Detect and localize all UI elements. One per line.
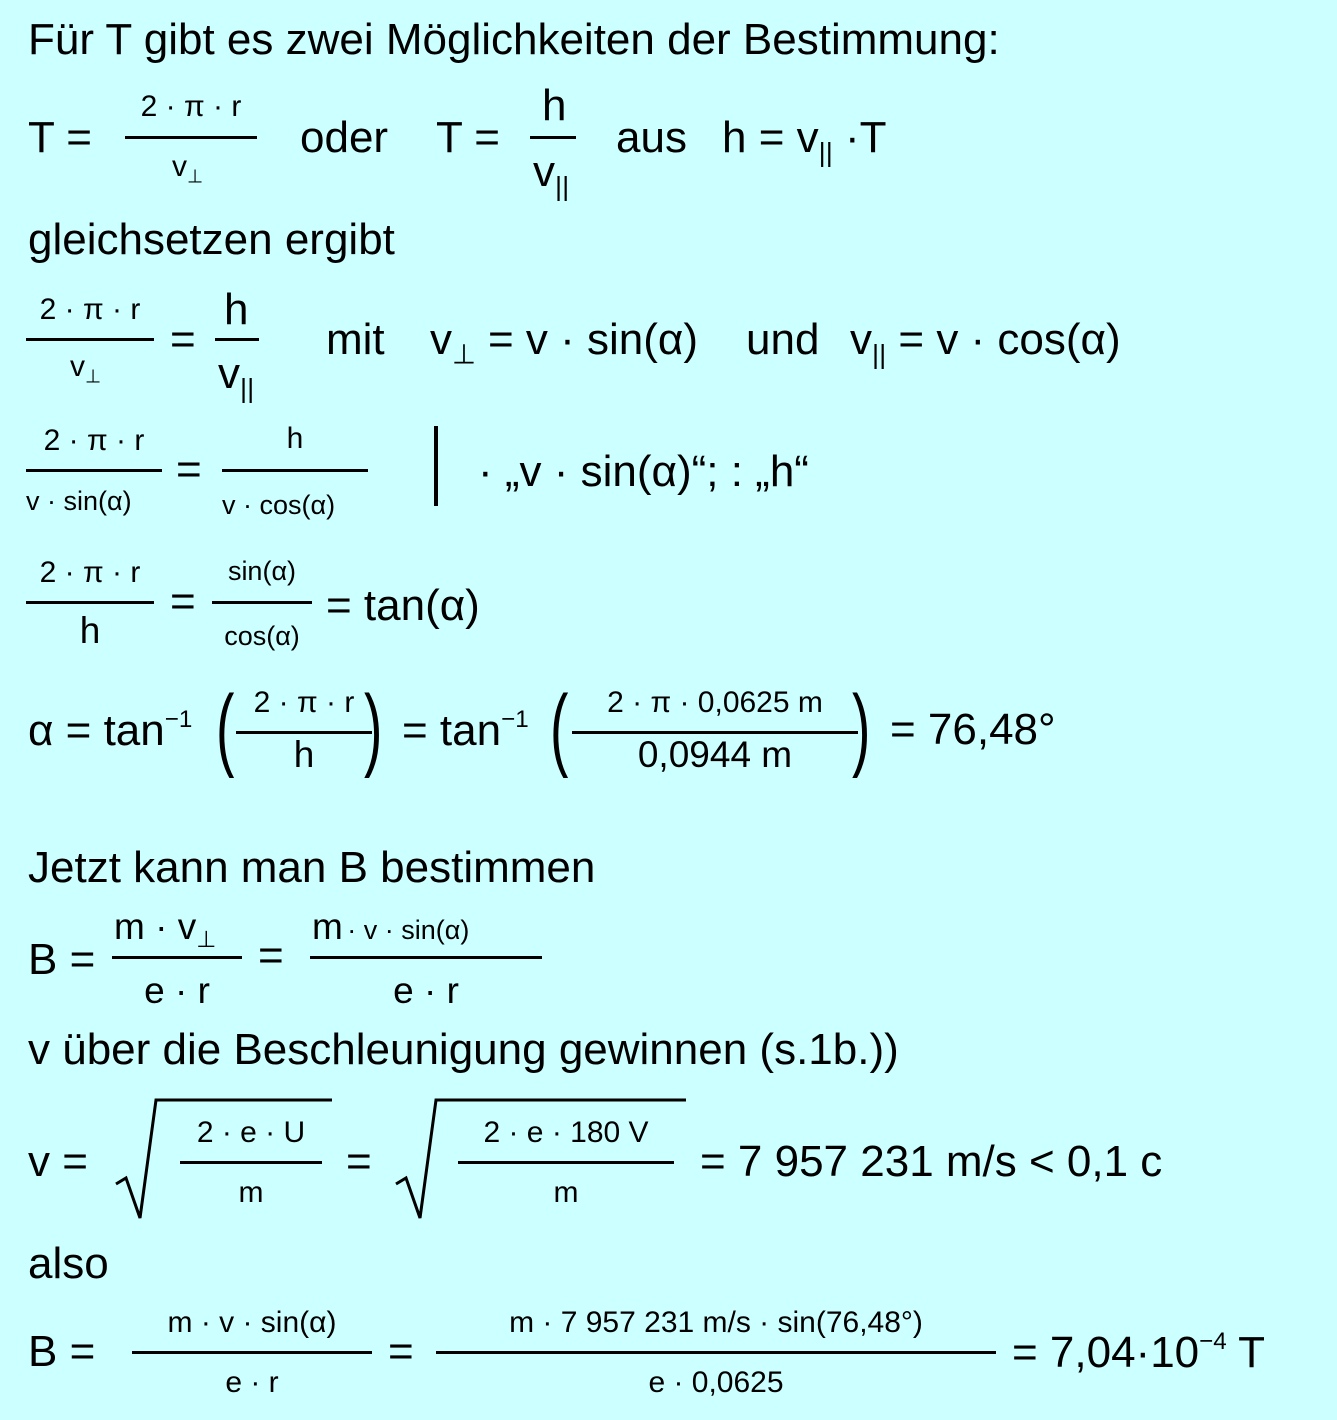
- eq2-vpar-definition: $v_{||} = v \cdot \cos(\alpha)$: [850, 315, 1121, 370]
- text-also: also: [28, 1239, 109, 1288]
- eq5-paren-open-1: (: [216, 677, 235, 779]
- text-gleichsetzen: gleichsetzen ergibt: [28, 215, 395, 264]
- heading-b-determination: Jetzt kann man B bestimmen: [28, 843, 596, 892]
- heading-t-determination: Für T gibt es zwei Möglichkeiten der Bestimmung:: [28, 15, 1000, 64]
- eq5-paren-close-2: ): [852, 677, 871, 779]
- eq7-equals: =: [346, 1137, 372, 1186]
- eq7-result: = 7 957 231 m/s < 0,1 c: [700, 1137, 1163, 1186]
- eq8-lhs: B =: [28, 1327, 96, 1376]
- eq8-bar2: [436, 1351, 996, 1354]
- eq7-num2: 2 · e · 180 V: [483, 1116, 649, 1149]
- eq3-equals: =: [176, 445, 202, 494]
- eq1-h-equals-v: $h = v_{||} \cdot T$: [722, 113, 887, 168]
- eq5-paren-close-1: ): [364, 677, 383, 779]
- eq3-den-left: v · sin(α): [26, 486, 132, 516]
- eq6-num1: $m \cdot v_\perp$: [114, 906, 217, 953]
- eq2-vperp-definition: $v_\perp = v \cdot \sin(\alpha)$: [430, 315, 699, 370]
- eq5-den2: 0,0944 m: [637, 734, 793, 775]
- eq1-frac1-denominator: $v_\perp$: [172, 150, 204, 187]
- eq8-result: = $7,04\cdot 10^{-4}$ T: [1012, 1328, 1266, 1378]
- eq4-den-left: h: [79, 610, 101, 651]
- eq4-equals: =: [170, 577, 196, 626]
- eq8-equals: =: [388, 1327, 414, 1376]
- eq1-lhs: T =: [28, 113, 93, 162]
- eq7-den1: m: [238, 1176, 264, 1209]
- eq6-num2: m · v · sin(α): [312, 906, 470, 947]
- eq6-den2: e · r: [393, 970, 459, 1011]
- eq4-den-right: cos(α): [224, 621, 300, 651]
- eq8-bar1: [132, 1351, 372, 1354]
- eq1-frac1-numerator: 2 · π · r: [140, 90, 242, 123]
- eq5-result: = 76,48°: [890, 705, 1056, 754]
- eq6-den1: e · r: [144, 970, 210, 1011]
- eq5-paren-open-2: (: [550, 677, 569, 779]
- eq2-equals: =: [170, 315, 196, 364]
- eq1-frac2-denominator: $v_{||}$: [533, 147, 570, 202]
- eq1-oder: oder: [300, 113, 389, 162]
- eq4-num-left: 2 · π · r: [39, 556, 141, 589]
- eq2-den-left: $v_\perp$: [70, 350, 102, 387]
- eq3-den-right: v · cos(α): [222, 490, 336, 520]
- eq2-und: und: [746, 315, 820, 364]
- eq7-bar2: [458, 1161, 674, 1164]
- eq4-rhs: = tan(α): [326, 581, 480, 630]
- eq8-num2: m · 7 957 231 m/s · sin(76,48°): [509, 1306, 923, 1339]
- eq8-den2: e · 0,0625: [648, 1366, 784, 1399]
- heading-v-acceleration: v über die Beschleunigung gewinnen (s.1b.)): [28, 1025, 899, 1074]
- eq5-num2: 2 · π · 0,0625 m: [607, 686, 823, 719]
- eq7-num1: 2 · e · U: [196, 1116, 306, 1149]
- eq4-num-right: sin(α): [227, 556, 297, 586]
- eq7-den2: m: [553, 1176, 579, 1209]
- eq8-den1: e · r: [225, 1366, 279, 1399]
- eq1-aus: aus: [616, 113, 687, 162]
- eq1-frac2-numerator: h: [542, 81, 567, 130]
- eq1-lhs2: T =: [436, 113, 501, 162]
- eq5-lhs: $\alpha = \tan^{-1}$: [28, 706, 193, 756]
- eq5-den1: h: [293, 734, 315, 775]
- eq2-den-right: $v_{||}$: [218, 349, 255, 404]
- eq2-num-left: 2 · π · r: [39, 293, 141, 326]
- eq2-num-right: h: [224, 285, 249, 334]
- eq7-bar1: [180, 1161, 322, 1164]
- eq7-lhs: v =: [28, 1137, 88, 1186]
- eq5-num1: 2 · π · r: [253, 686, 355, 719]
- eq3-num-left: 2 · π · r: [43, 424, 145, 457]
- eq6-lhs: B =: [28, 935, 96, 984]
- eq3-operations: · „v · sin(α)“; : „h“: [478, 447, 809, 496]
- eq6-equals: =: [258, 931, 284, 980]
- eq8-num1: m · v · sin(α): [167, 1306, 337, 1339]
- eq5-mid: = $\tan^{-1}$: [402, 706, 529, 756]
- eq2-mit: mit: [326, 315, 385, 364]
- eq3-num-right: h: [286, 422, 304, 455]
